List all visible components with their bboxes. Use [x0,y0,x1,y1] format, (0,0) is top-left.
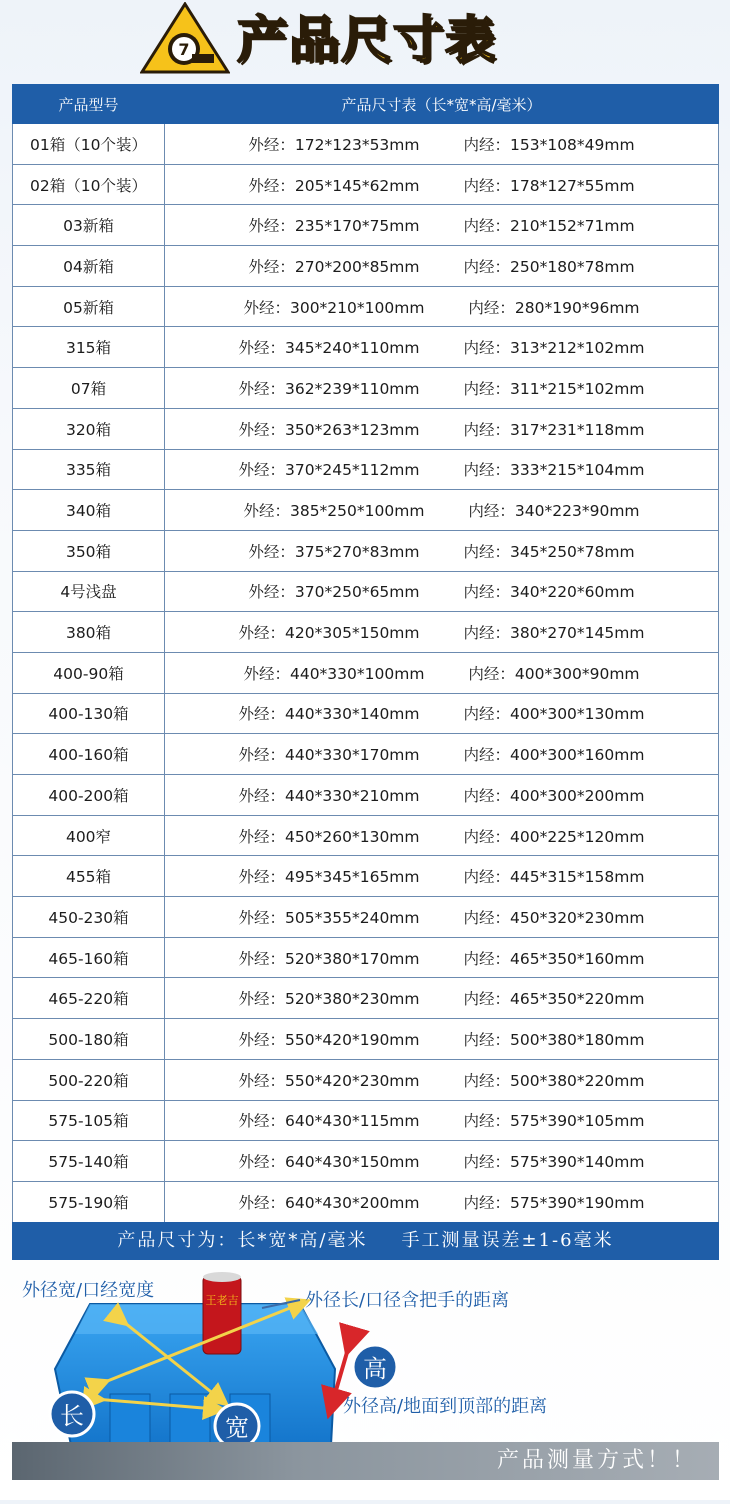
table-row [13,612,719,653]
model-cell: 500-180箱 [13,1019,165,1060]
dimension-pair [165,133,718,155]
model-cell: 465-220箱 [13,978,165,1019]
inner-dimension: 内经：465*350*160mm [463,949,645,968]
size-cell [165,1181,719,1222]
size-cell [165,1059,719,1100]
table-row [13,164,719,205]
size-cell [165,693,719,734]
model-cell: 380箱 [13,612,165,653]
outer-dimension: 外经：370*250*65mm [248,583,420,602]
model-cell: 03新箱 [13,205,165,246]
dimension-pair [165,336,718,358]
inner-dimension: 内经：445*315*158mm [463,868,645,887]
measurement-note-bar [12,1222,719,1260]
inner-dimension: 内经：450*320*230mm [463,908,645,927]
table-row [13,408,719,449]
size-cell [165,449,719,490]
inner-dimension: 内经：380*270*145mm [463,624,645,643]
size-cell [165,530,719,571]
table-row [13,490,719,531]
outer-dimension: 外经：235*170*75mm [248,217,420,236]
model-cell: 400-200箱 [13,775,165,816]
dimension-pair [165,702,718,724]
model-cell: 400-130箱 [13,693,165,734]
model-cell: 05新箱 [13,286,165,327]
outer-dimension: 外经：495*345*165mm [238,868,420,887]
size-cell [165,652,719,693]
crate-rim [75,1304,318,1334]
model-cell: 01箱（10个装） [13,124,165,165]
inner-dimension: 内经：575*390*105mm [463,1112,645,1131]
dimension-pair [165,825,718,847]
model-cell: 575-105箱 [13,1100,165,1141]
outer-dimension: 外经：450*260*130mm [238,827,420,846]
model-cell: 500-220箱 [13,1059,165,1100]
outer-dimension: 外经：420*305*150mm [238,624,420,643]
outer-dimension: 外经：520*380*230mm [238,990,420,1009]
table-row [13,1019,719,1060]
length-badge-text: 长 [60,1402,84,1430]
size-cell [165,734,719,775]
dimension-pair [165,458,718,480]
table-row [13,286,719,327]
inner-dimension: 内经：400*300*130mm [463,705,645,724]
outer-dimension: 外经：440*330*100mm [243,664,425,683]
outer-dimension: 外经：520*380*170mm [238,949,420,968]
tolerance-note: 手工测量误差±1-6毫米 [401,1230,614,1251]
table-row [13,693,719,734]
unit-note: 产品尺寸为：长*宽*高/毫米 [117,1230,368,1251]
outer-dimension: 外经：270*200*85mm [248,257,420,276]
model-cell: 04新箱 [13,246,165,287]
inner-dimension: 内经：400*225*120mm [463,827,645,846]
dimension-pair [165,214,718,236]
size-cell [165,205,719,246]
table-row [13,124,719,165]
inner-dimension: 内经：340*220*60mm [463,583,635,602]
outer-dimension: 外经：640*430*200mm [238,1193,420,1212]
outer-dimension: 外经：505*355*240mm [238,908,420,927]
tape-measure-icon [140,2,230,74]
table-row [13,775,719,816]
length-label: 外径长/口径含把手的距离 [305,1290,510,1311]
inner-dimension: 内经：333*215*104mm [463,461,645,480]
model-cell: 335箱 [13,449,165,490]
inner-dimension: 内经：311*215*102mm [463,379,645,398]
dimension-pair [165,906,718,928]
size-cell [165,775,719,816]
outer-dimension: 外经：350*263*123mm [238,420,420,439]
dimension-pair [165,947,718,969]
dimension-pair [165,743,718,765]
size-table [12,84,719,1223]
inner-dimension: 内经：465*350*220mm [463,990,645,1009]
page-header [0,0,730,82]
outer-dimension: 外经：385*250*100mm [243,502,425,521]
table-row [13,978,719,1019]
inner-dimension: 内经：250*180*78mm [463,257,635,276]
outer-dimension: 外经：440*330*140mm [238,705,420,724]
inner-dimension: 内经：317*231*118mm [463,420,645,439]
table-row [13,571,719,612]
model-cell: 465-160箱 [13,937,165,978]
size-cell [165,856,719,897]
column-header-size: 产品尺寸表（长*宽*高/毫米） [165,85,719,124]
inner-dimension: 内经：178*127*55mm [463,176,635,195]
table-row [13,246,719,287]
inner-dimension: 内经：500*380*180mm [463,1030,645,1049]
inner-dimension: 内经：500*380*220mm [463,1071,645,1090]
outer-dimension: 外经：440*330*210mm [238,786,420,805]
model-cell: 320箱 [13,408,165,449]
model-cell: 575-190箱 [13,1181,165,1222]
dimension-pair [165,418,718,440]
dimension-pair [165,540,718,562]
height-badge-text: 高 [363,1355,387,1383]
inner-dimension: 内经：345*250*78mm [463,542,635,561]
model-cell: 455箱 [13,856,165,897]
dimension-pair [165,662,718,684]
table-header-row [13,85,719,124]
length-badge [50,1392,94,1436]
table-row [13,937,719,978]
table-row [13,1059,719,1100]
outer-dimension: 外经：362*239*110mm [238,379,420,398]
outer-dimension: 外经：345*240*110mm [238,339,420,358]
footer-text: 产品测量方式！！ [496,1448,697,1473]
size-cell [165,286,719,327]
inner-dimension: 内经：400*300*200mm [463,786,645,805]
dimension-pair [165,1069,718,1091]
column-header-model: 产品型号 [13,85,165,124]
outer-dimension: 外经：440*330*170mm [238,746,420,765]
model-cell: 350箱 [13,530,165,571]
table-row [13,1100,719,1141]
dimension-pair [165,174,718,196]
outer-dimension: 外经：172*123*53mm [248,135,420,154]
inner-dimension: 内经：400*300*160mm [463,746,645,765]
model-cell: 575-140箱 [13,1141,165,1182]
inner-dimension: 内经：575*390*190mm [463,1193,645,1212]
footer-bar [12,1442,719,1480]
size-cell [165,978,719,1019]
inner-dimension: 内经：575*390*140mm [463,1153,645,1172]
table-row [13,815,719,856]
table-row [13,1181,719,1222]
size-cell [165,124,719,165]
size-cell [165,1019,719,1060]
dimension-pair [165,1191,718,1213]
size-cell [165,571,719,612]
table-row [13,652,719,693]
dimension-pair [165,1109,718,1131]
size-cell [165,246,719,287]
model-cell: 07箱 [13,368,165,409]
size-cell [165,815,719,856]
model-cell: 400-90箱 [13,652,165,693]
height-badge [353,1345,397,1389]
logo-text: 7 [178,40,190,59]
inner-dimension: 内经：153*108*49mm [463,135,635,154]
dimension-pair [165,580,718,602]
size-cell [165,1141,719,1182]
table-row [13,734,719,775]
table-row [13,327,719,368]
model-cell: 400-160箱 [13,734,165,775]
table-row [13,530,719,571]
model-cell: 315箱 [13,327,165,368]
table-row [13,897,719,938]
table-row [13,856,719,897]
dimension-pair [165,865,718,887]
dimension-pair [165,499,718,521]
inner-dimension: 内经：280*190*96mm [468,298,640,317]
size-cell [165,164,719,205]
outer-dimension: 外经：550*420*230mm [238,1071,420,1090]
model-cell: 02箱（10个装） [13,164,165,205]
model-cell: 340箱 [13,490,165,531]
outer-dimension: 外经：205*145*62mm [248,176,420,195]
dimension-pair [165,784,718,806]
outer-dimension: 外经：370*245*112mm [238,461,420,480]
dimension-pair [165,987,718,1009]
inner-dimension: 内经：210*152*71mm [463,217,635,236]
dimension-pair [165,1028,718,1050]
outer-dimension: 外经：300*210*100mm [243,298,425,317]
width-badge-text: 宽 [225,1414,249,1442]
inner-dimension: 内经：400*300*90mm [468,664,640,683]
model-cell: 450-230箱 [13,897,165,938]
size-cell [165,897,719,938]
dimension-pair [165,296,718,318]
dimension-pair [165,621,718,643]
table-body [13,124,719,1223]
size-cell [165,490,719,531]
dimension-pair [165,255,718,277]
width-label: 外径宽/口经宽度 [22,1280,155,1301]
page-title: 产品尺寸表 [237,11,497,69]
outer-dimension: 外经：550*420*190mm [238,1030,420,1049]
outer-dimension: 外经：640*430*115mm [238,1112,420,1131]
outer-dimension: 外经：375*270*83mm [248,542,420,561]
size-cell [165,408,719,449]
model-cell: 400窄 [13,815,165,856]
outer-dimension: 外经：640*430*150mm [238,1153,420,1172]
model-cell: 4号浅盘 [13,571,165,612]
can-label: 王老吉 [205,1294,239,1307]
table-row [13,205,719,246]
size-cell [165,937,719,978]
table-row [13,368,719,409]
inner-dimension: 内经：313*212*102mm [463,339,645,358]
size-cell [165,1100,719,1141]
dimension-pair [165,1150,718,1172]
size-cell [165,368,719,409]
inner-dimension: 内经：340*223*90mm [468,502,640,521]
table-row [13,449,719,490]
size-cell [165,612,719,653]
size-cell [165,327,719,368]
dimension-pair [165,377,718,399]
height-label: 外径高/地面到顶部的距离 [343,1396,548,1417]
table-row [13,1141,719,1182]
